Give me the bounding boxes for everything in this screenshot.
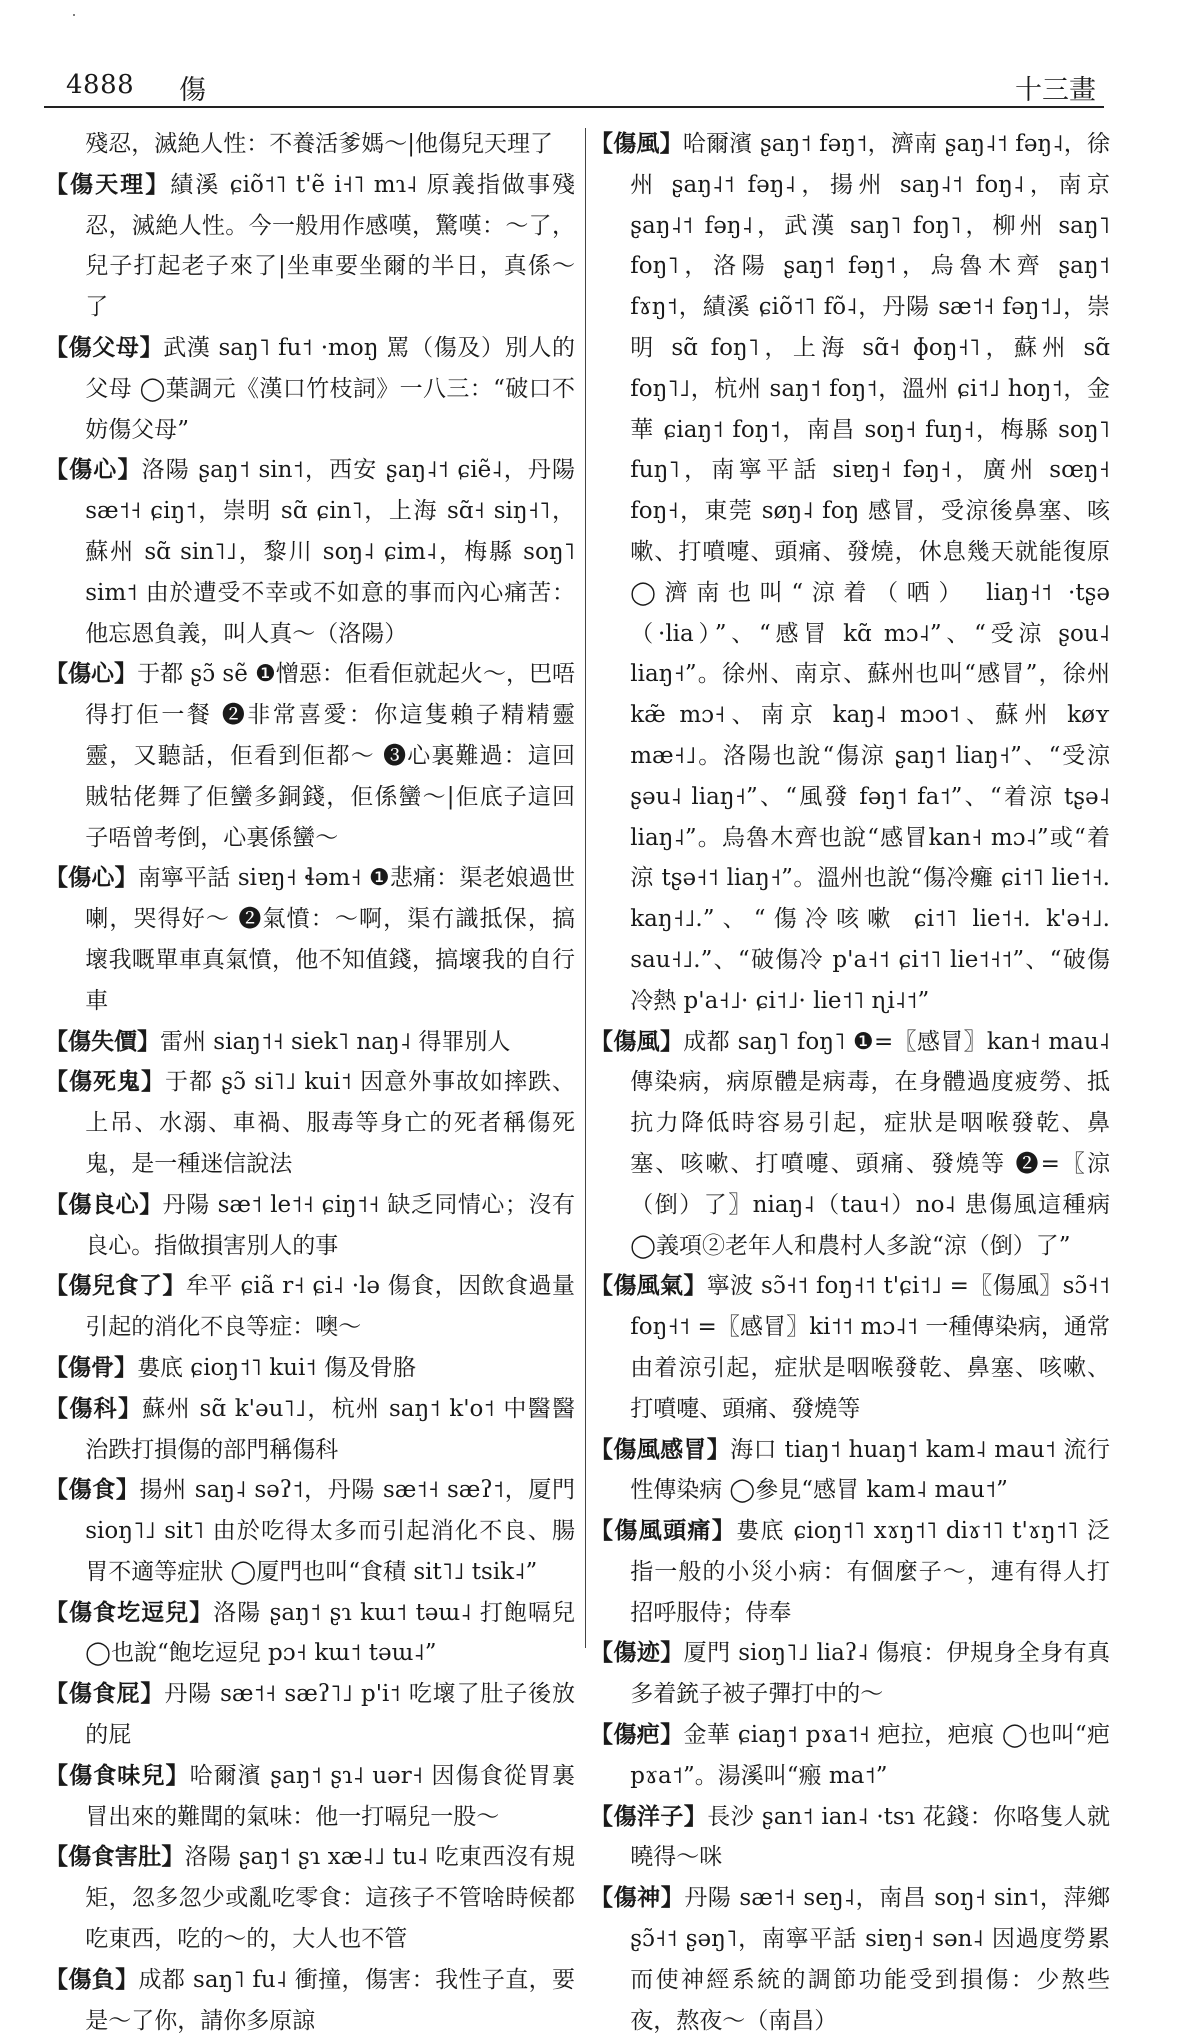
entry-definition: 婁底 ɕioŋ˦˥ xɤŋ˦˥ diɤ˦˥ t'ɤŋ˦˥ 泛指一般的小災小病：有個麼子～，連有得人打招呼服侍；侍奉 [630, 1518, 1111, 1626]
dictionary-entry [45, 1022, 575, 1063]
dictionary-entry [45, 1348, 575, 1389]
dictionary-entry [45, 1389, 575, 1471]
dictionary-entry [45, 1837, 575, 1959]
entry-definition: 成都 saŋ˥ fu˨ 衝撞，傷害：我性子直，要是～了你，請你多原諒 [85, 1966, 575, 2034]
entry-headword: 【傷風】 [590, 1027, 684, 1055]
dictionary-entry [45, 1062, 575, 1184]
entry-headword: 【傷食味兒】 [45, 1761, 190, 1789]
page-header [44, 68, 1104, 108]
entry-headword: 【傷死鬼】 [45, 1068, 165, 1096]
entry-definition: 雷州 siaŋ˦˧ siek˥ naŋ˨ 得罪別人 [160, 1028, 511, 1055]
entry-headword: 【傷迹】 [590, 1639, 684, 1667]
entry-definition: 金華 ɕiaŋ˦ pɤa˦˧ 疤拉，疤痕 ◯也叫“疤 pɤa˦”。湯溪叫“瘢 ma˦” [630, 1722, 1110, 1789]
dictionary-entry [45, 858, 575, 1021]
entry-headword: 【傷心】 [45, 456, 142, 484]
entry-headword: 【傷風感冒】 [590, 1435, 731, 1463]
entry-definition: 長沙 ʂan˦ ian˨ ·tsɿ 花錢：你咯隻人就曉得～咪 [630, 1803, 1110, 1871]
dictionary-entry [45, 1470, 575, 1592]
entry-definition: 婁底 ɕioŋ˦˥ kui˦ 傷及骨胳 [137, 1354, 416, 1381]
dictionary-entry [590, 1878, 1110, 2041]
entry-headword: 【傷疤】 [590, 1721, 684, 1749]
entry-definition: 績溪 ɕiõ˦˥ t'ẽ i˧˥ mɿ˨ 原義指做事殘忍，滅絶人性。今一般用作感嘆，驚嘆：～了，兒子打起老子來了|坐車要坐爾的半日，真係～了 [85, 171, 576, 321]
entry-definition: 蘇州 sɑ̃ k'əu˥˩，杭州 saŋ˦ k'o˦ 中醫醫治跌打損傷的部門稱傷科 [85, 1395, 575, 1463]
dictionary-entry [45, 1593, 575, 1675]
entry-definition: 厦門 sioŋ˥˩ liaʔ˨ 傷痕：伊規身全身有真多着銃子被子彈打中的～ [630, 1640, 1110, 1708]
dictionary-entry [45, 328, 575, 450]
dictionary-entry [45, 450, 575, 654]
scan-speck [73, 14, 75, 16]
entry-definition: 丹陽 sæ˦ le˦˧ ɕiŋ˦˧ 缺乏同情心；沒有良心。指做損害別人的事 [85, 1191, 575, 1259]
dictionary-entry [590, 1511, 1110, 1633]
entry-headword: 【傷食屁】 [45, 1680, 165, 1708]
entry-definition: 哈爾濱 ʂaŋ˦ fəŋ˦，濟南 ʂaŋ˨˦ fəŋ˨，徐州 ʂaŋ˨˦ fəŋ˨，揚州 saŋ˨˦ foŋ˨，南京 ʂaŋ˨˦ fəŋ˨，武漢 saŋ˥ foŋ˥，柳州 saŋ˥ foŋ˥，洛陽 ʂaŋ˦ fəŋ˦，烏魯木齊 ʂaŋ˦ fɤŋ˦，績溪 ɕiõ˦˥ fõ˨，丹陽 sæ˦˧ fəŋ˦˩，崇明 sɑ̃ foŋ˥，上海 sɑ̃˧ ɸoŋ˧˥，蘇州 sɑ̃ foŋ˥˩，杭州 saŋ˦ foŋ˦，溫州 ɕi˦˩ hoŋ˦，金華 ɕiaŋ˦ foŋ˦，南昌 soŋ˧ fuŋ˧，梅縣 soŋ˥ fuŋ˥，南寧平話 siɐŋ˧ fəŋ˧，廣州 sœŋ˧ foŋ˧，東莞 søŋ˨ foŋ 感冒，受涼後鼻塞、咳嗽、打噴嚏、頭痛、發燒，休息幾天就能復原 ◯濟南也叫“涼着（哂） liaŋ˧˦ ·tʂə（·lia）”、“感冒 kɑ̃ mɔ˨”、“受涼 ʂou˨ liaŋ˧”。徐州、南京、蘇州也叫“感冒”，徐州 kæ̃ mɔ˧、南京 kaŋ˨ mɔo˦、蘇州 køʏ mæ˧˩。洛陽也說“傷涼 ʂaŋ˦ liaŋ˧”、“受涼 ʂəu˨ liaŋ˧”、“風發 fəŋ˦ fa˦”、“着涼 tʂə˨ liaŋ˨”。烏魯木齊也說“感冒kan˧ mɔ˨”或“着涼 tʂə˧˦ liaŋ˧”。溫州也說“傷冷癱 ɕi˦˥ lie˦˧. kaŋ˧˩.”、“傷冷咳嗽 ɕi˦˥ lie˦˧. k'ə˧˩. sau˧˩.”、“破傷冷 p'a˧˦ ɕi˦˥ lie˦˧˦”、“破傷冷熱 p'a˧˩· ɕi˦˩· lie˦˥ ɳi˨˦” [630, 131, 1110, 1014]
dictionary-entry [45, 1960, 575, 2041]
entry-headword: 【傷兒食了】 [45, 1272, 186, 1300]
entry-definition: 南寧平話 siɐŋ˧ ɬəm˧ ❶悲痛：渠老娘過世喇，哭得好～ ❷氣憤：～啊，渠冇識抵保，搞壞我嘅單車真氣憤，他不知值錢，搞壞我的自行車 [85, 865, 576, 1014]
dictionary-entry [590, 1633, 1110, 1715]
entry-definition: 殘忍，滅絶人性：不養活爹媽～|他傷兒天理了 [85, 131, 553, 157]
entry-headword: 【傷神】 [590, 1884, 685, 1912]
right-column [590, 124, 1110, 2041]
entry-definition: 寧波 sɔ̃˧˦ foŋ˧˦ t'ɕi˦˩ =〖傷風〗sɔ̃˧˦ foŋ˧˦ =〖感冒〗ki˦˦ mɔ˨˦ 一種傳染病，通常由着涼引起，症狀是咽喉發乾、鼻塞、咳嗽、打噴嚏、頭痛、發燒等 [630, 1273, 1110, 1422]
entry-definition: 武漢 saŋ˥ fu˦ ·moŋ 罵（傷及）別人的父母 ◯葉調元《漢口竹枝詞》一八三：“破口不妨傷父母” [85, 334, 575, 443]
entry-headword: 【傷科】 [45, 1394, 143, 1422]
dictionary-entry [45, 165, 575, 328]
entry-headword: 【傷負】 [45, 1965, 139, 1993]
page-number: 4888 [66, 70, 135, 100]
entry-headword: 【傷食害肚】 [45, 1843, 185, 1871]
entry-headword: 【傷風氣】 [590, 1272, 707, 1300]
header-rule [44, 106, 1104, 108]
dictionary-entry [590, 1715, 1110, 1797]
entry-definition: 揚州 saŋ˨ səʔ˦，丹陽 sæ˦˧ sæʔ˦，厦門 sioŋ˥˩ sit˥ 由於吃得太多而引起消化不良、腸胃不適等症狀 ◯厦門也叫“食積 sit˥˩ tsik˨” [85, 1477, 575, 1585]
entry-definition: 成都 saŋ˥ foŋ˥ ❶=〖感冒〗kan˧ mau˨ 傳染病，病原體是病毒，在身體過度疲勞、抵抗力降低時容易引起，症狀是咽喉發乾、鼻塞、咳嗽、打噴嚏、頭痛、發燒等 ❷=〖涼（倒）了〗niaŋ˨（tau˧）no˨ 患傷風這種病 ◯義項②老年人和農村人多說“涼（倒）了” [630, 1028, 1110, 1259]
entry-headword: 【傷心】 [45, 864, 138, 892]
entry-definition: 海口 tiaŋ˦ huaŋ˦ kam˨ mau˦ 流行性傳染病 ◯參見“感冒 kam˨ mau˦” [630, 1436, 1111, 1504]
entry-definition: 丹陽 sæ˦˧ sæʔ˥˩ p'i˦ 吃壞了肚子後放的屁 [85, 1681, 576, 1749]
dictionary-entry [45, 1756, 575, 1838]
entry-definition: 洛陽 ʂaŋ˦ ʂɿ kɯ˦ təɯ˨ 打飽嗝兒 ◯也說“飽圪逗兒 pɔ˧ kɯ˦ təɯ˨” [85, 1599, 575, 1667]
dictionary-entry [590, 1266, 1110, 1429]
entry-definition: 哈爾濱 ʂaŋ˦ ʂɿ˨ uər˧ 因傷食從胃裏冒出來的難聞的氣味：他一打嗝兒一股～ [85, 1762, 576, 1830]
entry-headword: 【傷食圪逗兒】 [45, 1598, 214, 1626]
entry-definition: 洛陽 ʂaŋ˦ ʂɿ xæ˨˩ tu˨ 吃東西沒有規矩，忽多忽少或亂吃零食：這孩子不管啥時候都吃東西，吃的～的，大人也不管 [85, 1844, 575, 1953]
entry-headword: 【傷失價】 [45, 1027, 160, 1055]
entry-definition: 洛陽 ʂaŋ˦ sin˦，西安 ʂaŋ˨˦ ɕiẽ˨，丹陽 sæ˦˧ ɕiŋ˦，崇明 sɑ̃ ɕin˥，上海 sɑ̃˧ siŋ˧˥，蘇州 sɑ̃ sin˥˩，黎川 soŋ˨ ɕim˨，梅縣 soŋ˥ sim˦ 由於遭受不幸或不如意的事而內心痛苦：他忘恩負義，叫人真～（洛陽） [85, 457, 576, 647]
entry-headword: 【傷父母】 [45, 333, 164, 361]
left-column [45, 124, 575, 2041]
entry-definition: 于都 ʂɔ̃ si˥˩ kui˦ 因意外事故如摔跌、上吊、水溺、車禍、服毒等身亡的死者稱傷死鬼，是一種迷信說法 [85, 1069, 576, 1177]
entry-headword: 【傷骨】 [45, 1353, 137, 1381]
entry-definition: 牟平 ɕiã r˧ ɕi˨ ·lə 傷食，因飲食過量引起的消化不良等症：噢～ [85, 1273, 576, 1341]
stroke-section: 十三畫 [1015, 75, 1096, 106]
entry-headword: 【傷良心】 [45, 1190, 163, 1218]
dictionary-entry [590, 1430, 1110, 1512]
entry-headword: 【傷洋子】 [590, 1802, 708, 1830]
dictionary-entry [45, 1185, 575, 1267]
entry-headword: 【傷食】 [45, 1476, 140, 1504]
dictionary-entry [590, 124, 1110, 1022]
entry-headword: 【傷風頭痛】 [590, 1517, 737, 1545]
column-divider [585, 128, 586, 1648]
dictionary-entry [45, 1674, 575, 1756]
entry-headword: 【傷風】 [590, 130, 683, 157]
entry-headword: 【傷天理】 [45, 170, 171, 198]
dictionary-entry [45, 1266, 575, 1348]
entry-definition: 丹陽 sæ˦˧ seŋ˨，南昌 soŋ˧ sin˦，萍鄉 ʂɔ̃˧˦ ʂəŋ˥，南寧平話 siɐŋ˧ sən˨ 因過度勞累而使神經系統的調節功能受到損傷：少熬些夜，熬夜～（南昌） [630, 1885, 1110, 2034]
dictionary-entry [45, 124, 575, 165]
entry-headword: 【傷心】 [45, 660, 138, 688]
dictionary-entry [590, 1797, 1110, 1879]
dictionary-entry [45, 654, 575, 858]
dictionary-entry [590, 1022, 1110, 1267]
head-character: 傷 [179, 75, 206, 106]
entry-definition: 于都 ʂɔ̃ sẽ ❶憎惡：佢看佢就起火～，巴唔得打佢一餐 ❷非常喜愛：你這隻賴子精精靈靈，又聽話，佢看到佢都～ ❸心裏難過：這回賊牯佬舞了佢蠻多銅錢，佢係蠻～|佢底子這回子唔曾考倒，心裏係蠻～ [85, 661, 575, 851]
